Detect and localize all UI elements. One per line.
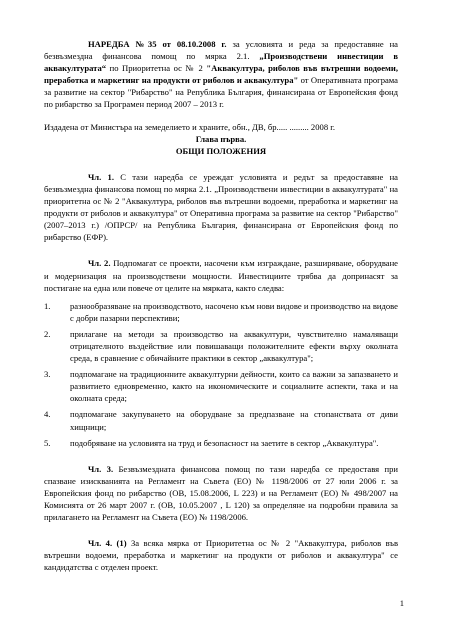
article-2 [44,257,398,293]
list-item [44,408,398,432]
list-item-number: 1. [44,300,51,311]
chapter-title: ОБЩИ ПОЛОЖЕНИЯ [175,145,267,156]
list-item-text: подпомагане закупуването на оборудване за предпазване на стопанствата от диви хищници; [70,409,398,432]
article-4-label: Чл. 4. (1) [88,538,127,549]
list-item-number: 2. [44,328,51,339]
ordinance-title: НАРЕДБА №35 от 08.10.2008 г. [88,39,227,49]
article-3-label: Чл. 3. [88,463,114,474]
page-number: 1 [399,598,404,608]
list-item-text: подобряване на условията на труд и безопасност на заетите в сектор „Аквакултура". [70,437,379,448]
article-4-text: За всяка мярка от Приоритетна ос № 2 "Аквакултура, риболов във вътрешни водоеми, преработка и маркетинг на продукти от риболов и аквакултура" се кандидатства с отделен проект. [44,538,399,573]
list-item-number: 4. [44,409,51,420]
article-3 [44,463,398,523]
article-1-label: Чл. 1. [88,171,114,182]
intro-text-2: по Приоритетна ос № 2 [106,63,207,74]
list-item-number: 3. [44,369,51,380]
list-item [44,368,398,404]
issued-by: Издадена от Министъра на земеделието и храните, обн., ДВ, бр..... ......... 2008 г. [44,121,335,132]
list-item-text: подпомагане на традиционните аквакултурни дейности, които са важни за запазването и развитието едновременно, както на икономическите и социалните аспекти, така и на околната среда; [70,369,398,404]
document-body [44,38,398,573]
list-item [44,300,398,324]
article-1 [44,171,398,244]
document-intro [44,38,398,111]
list-item-text: прилагане на методи за производство на аквакултури, чувствително намаляващи отрицателното въздействие или повишаващи положителните ефекти върху околната среда, в сравнение с обичайните практики в сектор „аквакултура"; [70,328,398,364]
chapter-number: Глава първа. [195,133,247,144]
article-2-label: Чл. 2. [88,258,111,269]
article-2-goals-list [44,300,398,449]
measure-name: „Производствени инвестиции в аквакултурата“ [44,51,399,74]
article-3-text: Безвъзмездната финансова помощ по тази наредба се предоставя при спазване изискванията на Регламент на Съвета (ЕО) № 1198/2006 от 27 юли 2006 г. за Европейския фонд по рибарство (ОВ, 15.08.2006, L 223) и на Регламент (ЕО) № 498/2007 на Комисията от 26 март 2007 г. (ОВ, 10.05.2007 , L 120) за определяне на подробни правила за прилагането на Регламент на Съвета (ЕО) № 1198/2006. [44,463,398,523]
list-item-number: 5. [44,437,51,448]
article-2-text: Подпомагат се проекти, насочени към изграждане, разширяване, оборудване и модернизация на производствени мощности. Инвестициите трябва да допринасят за постигане на една или повече от целите на мярката, както следва: [44,258,398,293]
article-4 [44,537,398,573]
priority-axis-name: "Аквакултура, риболов във вътрешни водоеми, преработка и маркетинг на продукти от риболов и аквакултура" [44,63,398,86]
intro-text-1: за условията и реда за предоставяне на безвъзмездна финансова помощ по мярка 2.1. [44,39,398,62]
intro-text-3: от Оперативната програма за развитие на сектор "Рибарство" на Република България, финансирана от Европейския фонд по рибарство за Програмен период 2007 – 2013 г. [44,75,398,110]
list-item-text: разнообразяване на производството, насочено към нови видове и производство на видове с добри пазарни перспективи; [70,300,398,323]
list-item [44,328,398,364]
list-item [44,437,398,449]
article-1-text: С тази наредба се уреждат условията и редът за предоставяне на безвъзмездна финансова помощ по мярка 2.1. „Производствени инвестиции в аквакултурата" на приоритетна ос № 2 "Аквакултура, риболов във вътрешни водоеми, преработка и маркетинг на продукти от риболов и аквакултура" от Оперативна програма за развитие на сектор "Рибарство" (2007–2013 г.) /ОПРСР/ на Република България, финансирана от Европейския фонд по рибарство (ЕФР). [44,171,398,243]
